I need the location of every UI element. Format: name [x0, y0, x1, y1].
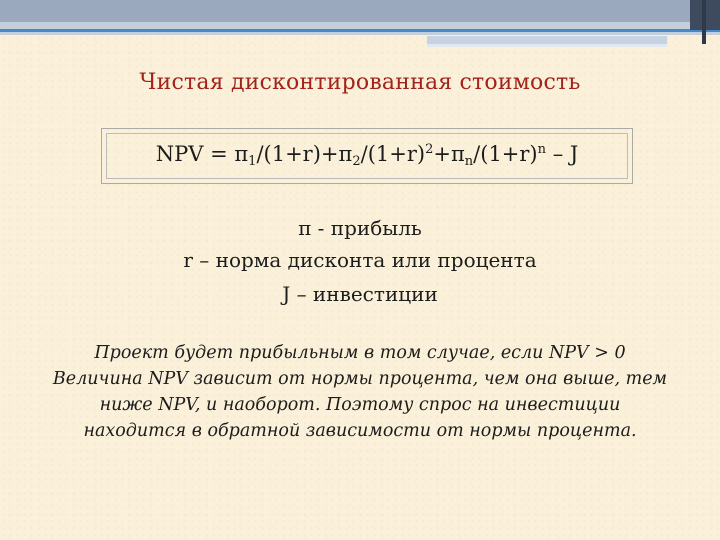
header-sub-strip-light: [427, 44, 667, 47]
formula-denominator-n: /(1+r): [473, 142, 538, 166]
formula-pi-2: π: [338, 142, 353, 166]
formula-equals: =: [210, 142, 228, 166]
formula-plus-1: +: [320, 142, 339, 166]
legend-profit: π - прибыль: [298, 216, 422, 240]
header-band: [0, 0, 720, 22]
formula-sup-2: 2: [425, 142, 434, 157]
formula-pi-1: π: [234, 142, 249, 166]
explanation-paragraph: [0, 366, 720, 444]
formula-sup-n: n: [537, 142, 547, 157]
npv-formula: [101, 142, 633, 169]
formula-pi-n: π: [450, 142, 465, 166]
legend-rate: r – норма дисконта или процента: [183, 248, 537, 272]
explanation-line-1: Величина NPV зависит от нормы процента, чем она выше, тем: [52, 369, 668, 389]
header-corner-bar: [702, 0, 706, 44]
formula-sub-n: n: [464, 154, 474, 169]
formula-npv: NPV: [155, 142, 204, 166]
formula-denominator-1: /(1+r): [256, 142, 321, 166]
formula-plus-2: +: [433, 142, 451, 166]
conclusion-line: Проект будет прибыльным в том случае, если NPV > 0: [94, 343, 626, 363]
explanation-line-2: ниже NPV, и наоборот. Поэтому спрос на инвестиции: [99, 395, 621, 415]
formula-sub-2: 2: [352, 154, 361, 169]
header-sub-strip: [427, 36, 667, 44]
formula-minus-investment: – J: [546, 142, 579, 166]
formula-denominator-2: /(1+r): [360, 142, 426, 166]
slide-title: Чистая дисконтированная стоимость: [139, 70, 581, 95]
formula-sub-1: 1: [248, 154, 257, 169]
legend-investment: J – инвестиции: [282, 282, 438, 306]
explanation-line-3: находится в обратной зависимости от нормы процента.: [83, 421, 637, 441]
header-accent-line: [0, 29, 720, 32]
